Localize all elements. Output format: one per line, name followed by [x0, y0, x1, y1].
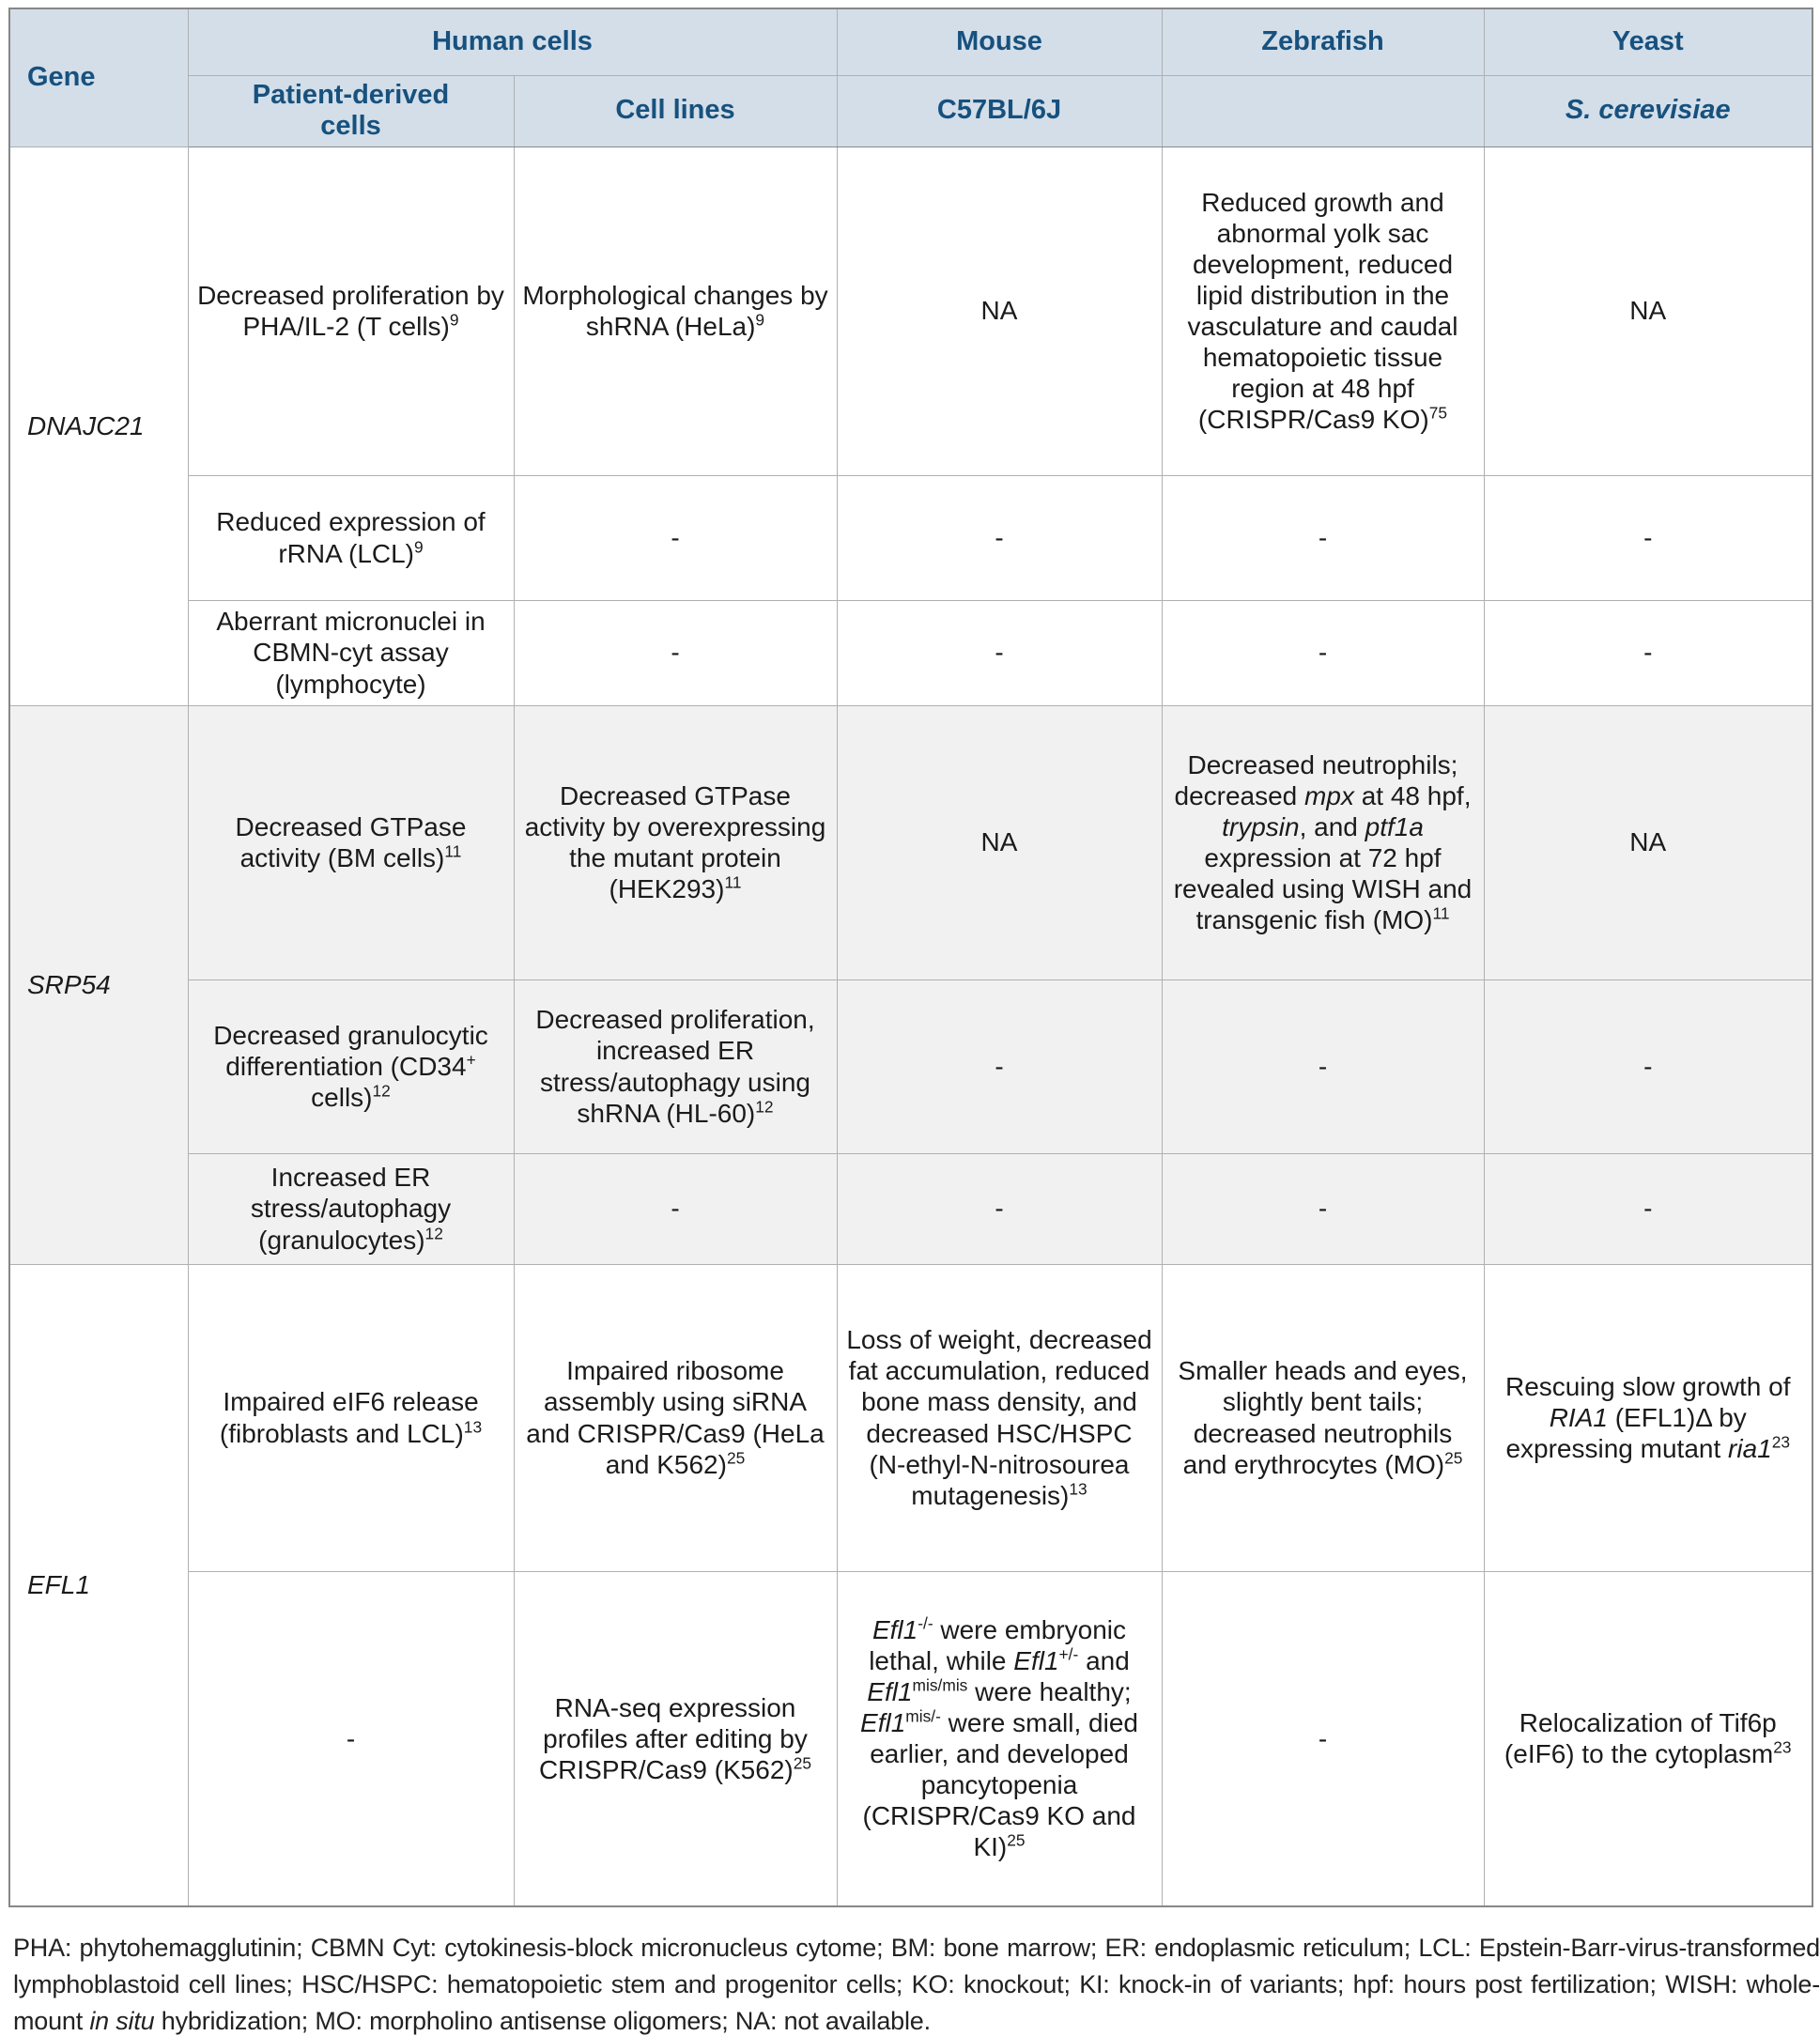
column-header-human-cells: Human cells: [188, 8, 837, 75]
cell-dnajc21-patient-derived-1: Decreased proliferation by PHA/IL-2 (T cells)$^9$: [188, 147, 514, 475]
cell-srp54-patient-derived-1: Decreased GTPase activity (BM cells)$^{11}$: [188, 705, 514, 979]
column-header-cell-lines: Cell lines: [514, 75, 837, 147]
cell-efl1-zebrafish-1: Smaller heads and eyes, slightly bent tails; decreased neutrophils and erythrocytes (MO)$^{25}$: [1162, 1264, 1484, 1571]
cell-srp54-cell-lines-1: Decreased GTPase activity by overexpressing the mutant protein $(HEK293)^{11}$: [514, 705, 837, 979]
table-row-srp54-2: [9, 979, 1812, 1153]
table-row-srp54-1: [9, 705, 1812, 979]
cell-dnajc21-cell-lines-1: Morphological changes by shRNA (HeLa)$^9$: [514, 147, 837, 475]
cell-dnajc21-zebrafish-3: -: [1162, 600, 1484, 705]
cell-srp54-mouse-1: NA: [837, 705, 1162, 979]
cell-efl1-cell-lines-1: Impaired ribosome assembly using siRNA and CRISPR/Cas9 (HeLa and K562)$^{25}$: [514, 1264, 837, 1571]
cell-dnajc21-yeast-3: -: [1484, 600, 1812, 705]
cell-srp54-zebrafish-1: Decreased neutrophils; decreased mpx at 48 hpf, trypsin, and ptf1a expression at 72 hpf revealed using WISH and transgenic fish (MO)$^{11}$: [1162, 705, 1484, 979]
gene-name-dnajc21: DNAJC21: [9, 147, 188, 705]
cell-efl1-patient-derived-2: -: [188, 1571, 514, 1906]
cell-srp54-mouse-2: -: [837, 979, 1162, 1153]
cell-dnajc21-yeast-2: -: [1484, 475, 1812, 600]
cell-dnajc21-cell-lines-3: -: [514, 600, 837, 705]
column-header-mouse: Mouse: [837, 8, 1162, 75]
table-row-efl1-1: [9, 1264, 1812, 1571]
column-header-s-cerevisiae: S. cerevisiae: [1484, 75, 1812, 147]
cell-dnajc21-cell-lines-2: -: [514, 475, 837, 600]
cell-efl1-yeast-2: Relocalization of Tif6p (eIF6) to the cytoplasm$^{23}$: [1484, 1571, 1812, 1906]
gene-phenotype-table: [8, 8, 1813, 1907]
table-header: [9, 8, 1812, 147]
cell-srp54-patient-derived-3: Increased ER stress/autophagy (granulocytes)$^{12}$: [188, 1153, 514, 1264]
cell-dnajc21-patient-derived-2: Reduced expression of rRNA (LCL)$^9$: [188, 475, 514, 600]
cell-dnajc21-mouse-1: NA: [837, 147, 1162, 475]
cell-dnajc21-zebrafish-1: Reduced growth and abnormal yolk sac development, reduced lipid distribution in the vasculature and caudal hematopoietic tissue region at 48 hpf (CRISPR/Cas9 KO)$^{75}$: [1162, 147, 1484, 475]
cell-efl1-mouse-2: Efl1-/- were embryonic lethal, while Efl1+/- and $Efl1^{mis/mis}$ were healthy; $Efl1^{mis/-}$ were small, died earlier, and developed pancytopenia (CRISPR/Cas9 KO and KI)$^{25}$: [837, 1571, 1162, 1906]
cell-srp54-zebrafish-3: -: [1162, 1153, 1484, 1264]
cell-srp54-yeast-1: NA: [1484, 705, 1812, 979]
cell-srp54-zebrafish-2: -: [1162, 979, 1484, 1153]
cell-dnajc21-mouse-3: -: [837, 600, 1162, 705]
cell-efl1-mouse-1: Loss of weight, decreased fat accumulation, reduced bone mass density, and decreased HSC/HSPC (N-ethyl-N-nitrosourea mutagenesis)$^{13}$: [837, 1264, 1162, 1571]
table-row-dnajc21-3: [9, 600, 1812, 705]
column-header-c57bl6j: C57BL/6J: [837, 75, 1162, 147]
gene-name-srp54: SRP54: [9, 705, 188, 1264]
cell-srp54-cell-lines-2: Decreased proliferation, increased ER stress/autophagy using shRNA $(HL-60)^{12}$: [514, 979, 837, 1153]
cell-dnajc21-zebrafish-2: -: [1162, 475, 1484, 600]
cell-srp54-mouse-3: -: [837, 1153, 1162, 1264]
column-header-gene: Gene: [9, 8, 188, 147]
column-header-yeast: Yeast: [1484, 8, 1812, 75]
cell-dnajc21-yeast-1: NA: [1484, 147, 1812, 475]
cell-efl1-cell-lines-2: RNA-seq expression profiles after editing by CRISPR/Cas9 $(K562)^{25}$: [514, 1571, 837, 1906]
cell-srp54-yeast-3: -: [1484, 1153, 1812, 1264]
cell-efl1-yeast-1: Rescuing slow growth of RIA1 (EFL1)Δ by expressing mutant $ria1^{23}$: [1484, 1264, 1812, 1571]
table-row-efl1-2: [9, 1571, 1812, 1906]
header-row-groups: [9, 8, 1812, 75]
cell-srp54-yeast-2: -: [1484, 979, 1812, 1153]
cell-dnajc21-mouse-2: -: [837, 475, 1162, 600]
header-row-subgroups: [9, 75, 1812, 147]
cell-efl1-zebrafish-2: -: [1162, 1571, 1484, 1906]
cell-srp54-patient-derived-2: Decreased granulocytic differentiation (CD34+ cells)$^{12}$: [188, 979, 514, 1153]
table-row-srp54-3: [9, 1153, 1812, 1264]
column-header-zebrafish-empty: [1162, 75, 1484, 147]
table-row-dnajc21-2: [9, 475, 1812, 600]
table-row-dnajc21-1: [9, 147, 1812, 475]
cell-srp54-cell-lines-3: -: [514, 1153, 837, 1264]
cell-efl1-patient-derived-1: Impaired eIF6 release (fibroblasts and LCL)$^{13}$: [188, 1264, 514, 1571]
table-body: [9, 147, 1812, 1906]
table-footnote: PHA: phytohemagglutinin; CBMN Cyt: cytokinesis-block micronucleus cytome; BM: bone marrow; ER: endoplasmic reticulum; LCL: Epstein-Barr-virus-transformed lymphoblastoid cell lines; HSC/HSPC: hematopoietic stem and progenitor cells; KO: knockout; KI: knock-in of variants; hpf: hours post fertilization; WISH: whole-mount in situ hybridization; MO: morpholino antisense oligomers; NA: not available.: [13, 1934, 1820, 2036]
column-header-patient-derived-cells: [188, 75, 514, 147]
gene-name-efl1: EFL1: [9, 1264, 188, 1906]
cell-dnajc21-patient-derived-3: Aberrant micronuclei in CBMN-cyt assay (lymphocyte): [188, 600, 514, 705]
column-header-patient-derived-cells-label: Patient-derived cells: [252, 79, 450, 141]
column-header-zebrafish: Zebrafish: [1162, 8, 1484, 75]
